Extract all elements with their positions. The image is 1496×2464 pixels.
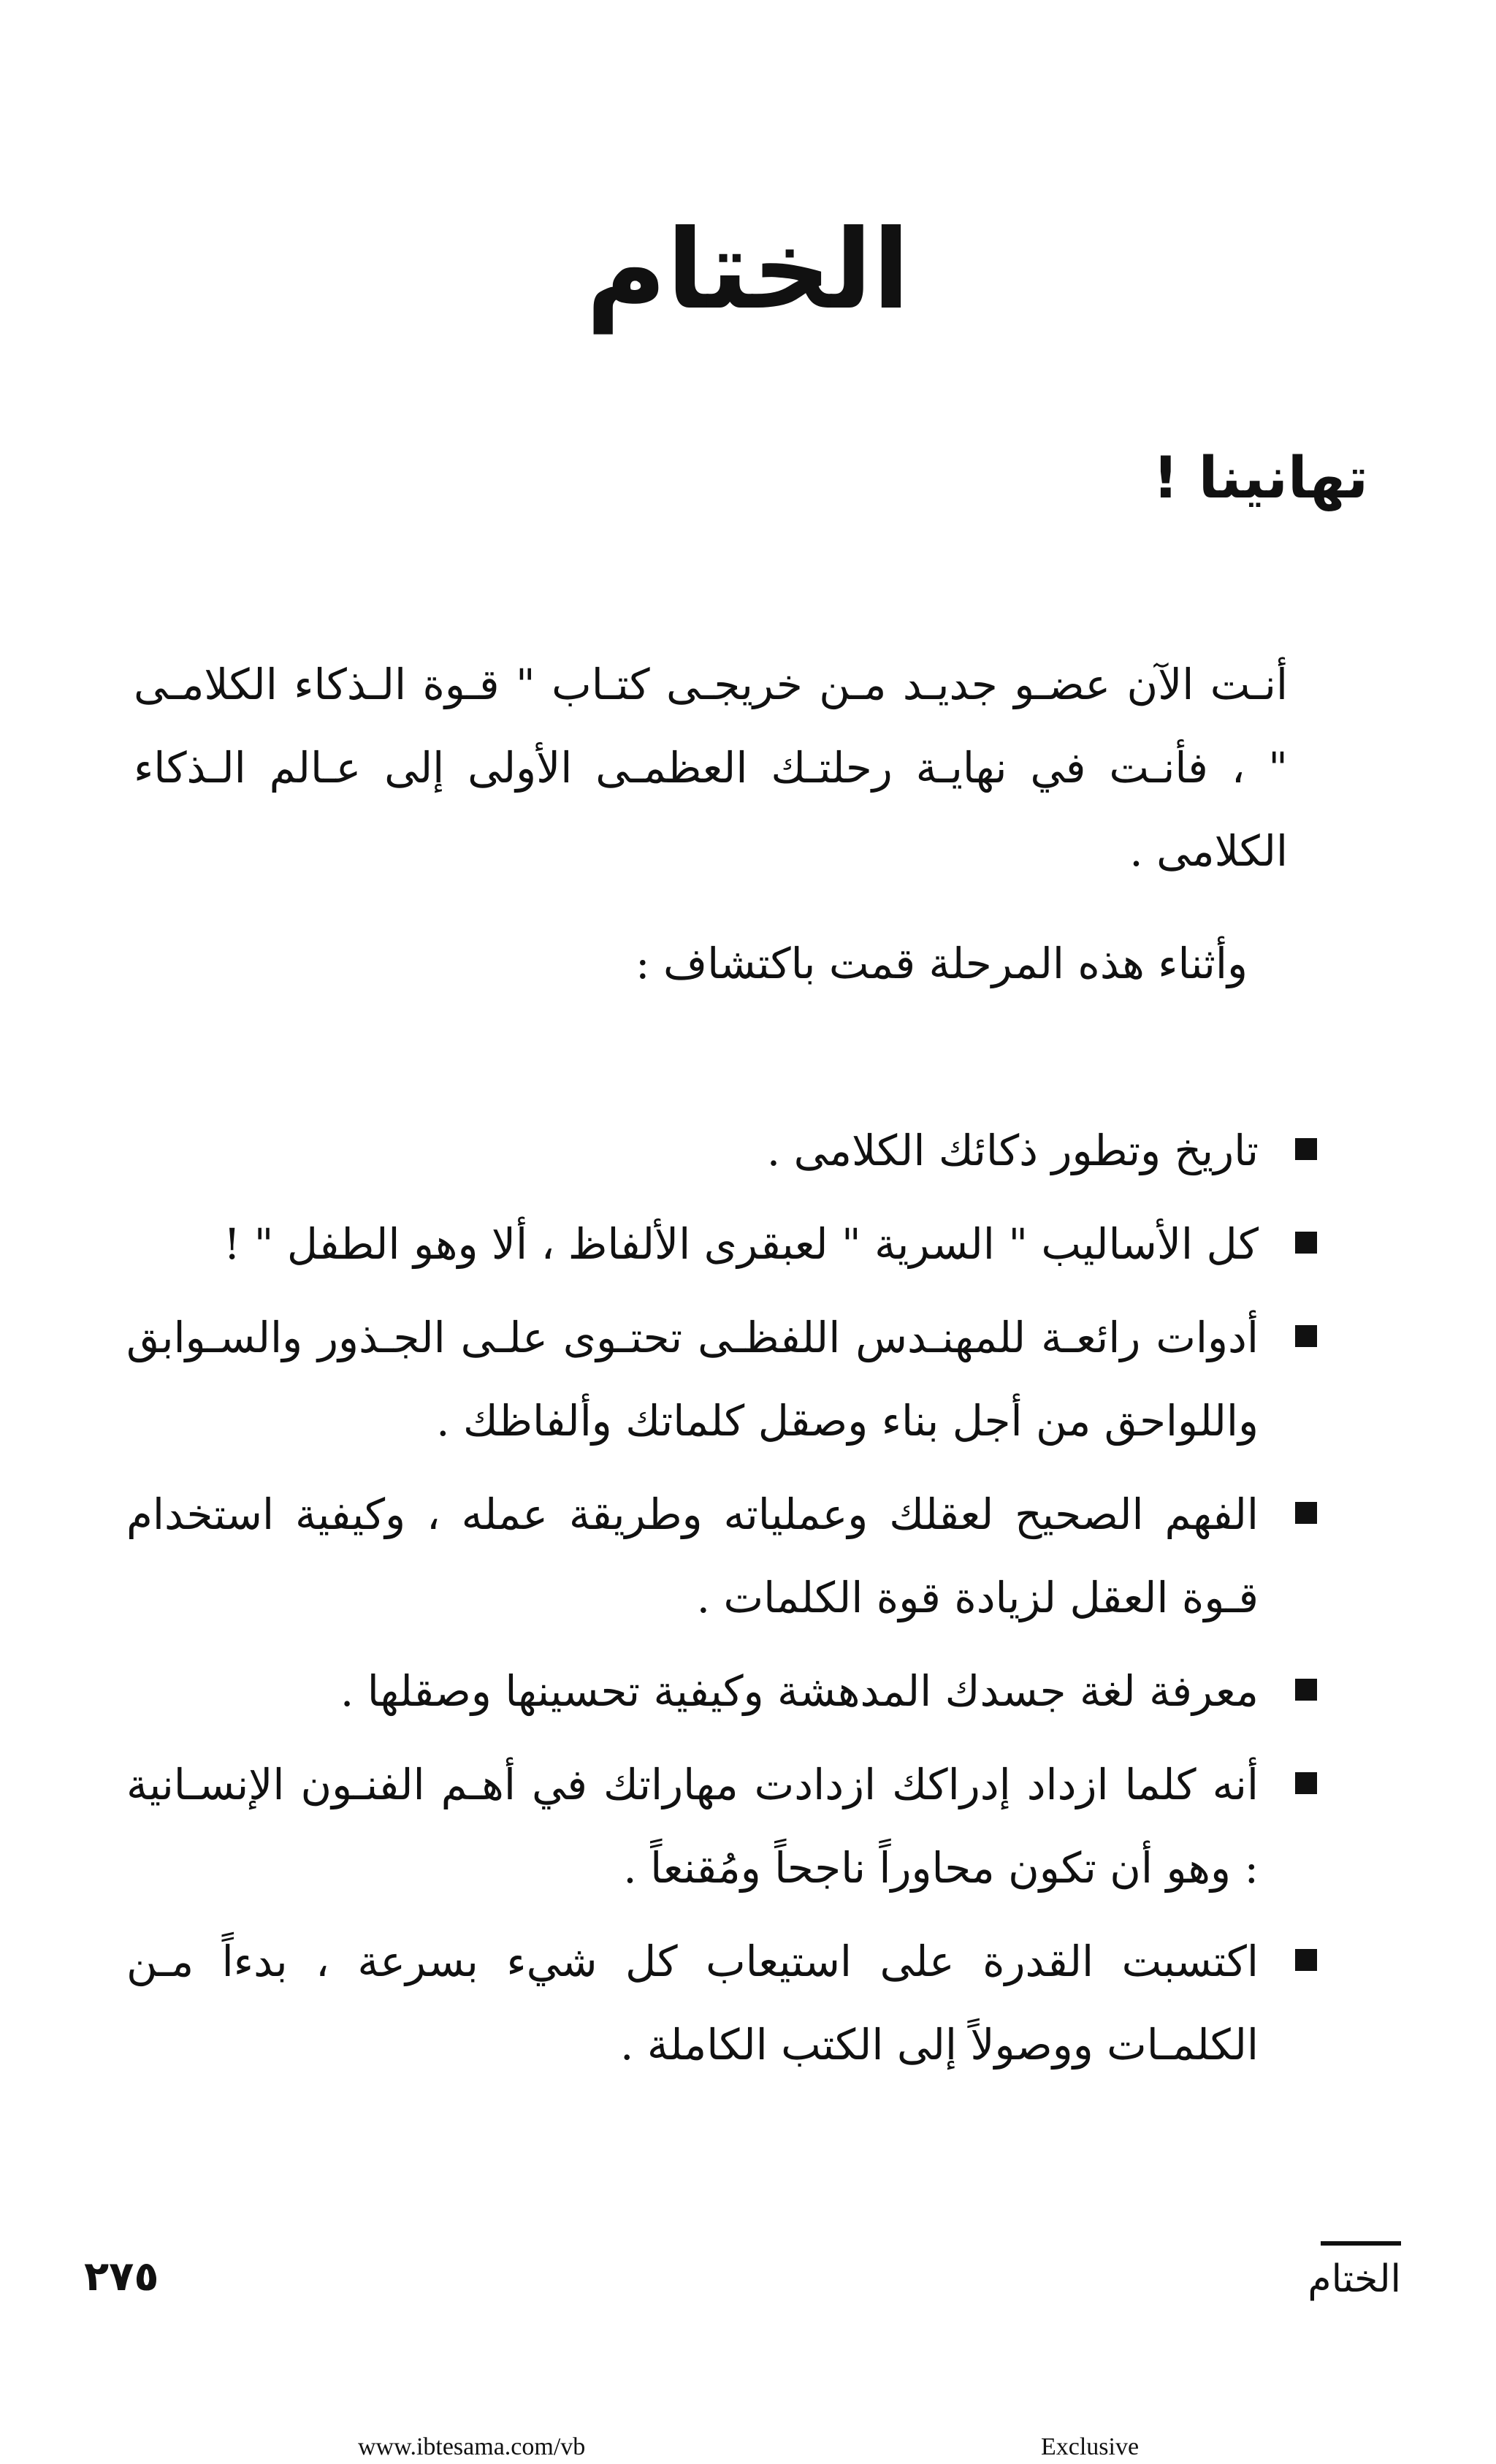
square-bullet-icon <box>1295 1679 1317 1701</box>
page-number: ٢٧٥ <box>84 2253 159 2300</box>
square-bullet-icon <box>1295 1325 1317 1347</box>
chapter-title: الختام <box>586 207 910 334</box>
list-item <box>126 1473 1317 1639</box>
list-item-text: أنه كلما ازداد إدراكك ازدادت مهاراتك في أهـم الفنـون الإنسـانية : وهو أن تكون محاوراً ناجحاً ومُقنعاً . <box>126 1760 1259 1893</box>
list-item-text: أدوات رائعـة للمهنـدس اللفظـى تحتـوى علـى الجـذور والسـوابق واللواحق من أجل بناء وصقل كلماتك وألفاظك . <box>126 1313 1259 1446</box>
list-item-text: الفهم الصحيح لعقلك وعملياته وطريقة عمله ، وكيفية استخدام قـوة العقل لزيادة قوة الكلمات . <box>126 1490 1259 1622</box>
list-item <box>126 1109 1317 1192</box>
footer-divider <box>1321 2241 1401 2246</box>
discoveries-list <box>126 1109 1317 2097</box>
square-bullet-icon <box>1295 1772 1317 1794</box>
running-footer-chapter: الختام <box>1308 2257 1401 2301</box>
watermark-url: www.ibtesama.com/vb <box>358 2433 586 2460</box>
list-item <box>126 1649 1317 1733</box>
list-item <box>126 1920 1317 2086</box>
watermark-label: Exclusive <box>1041 2433 1140 2460</box>
list-item-text: كل الأساليب " السرية " لعبقرى الألفاظ ، ألا وهو الطفل " ! <box>224 1219 1259 1269</box>
list-item <box>126 1743 1317 1910</box>
list-item-text: معرفة لغة جسدك المدهشة وكيفية تحسينها وصقلها . <box>340 1666 1259 1716</box>
list-item <box>126 1296 1317 1462</box>
square-bullet-icon <box>1295 1502 1317 1524</box>
list-item <box>126 1202 1317 1286</box>
section-heading: تهانينا ! <box>1152 446 1368 511</box>
square-bullet-icon <box>1295 1138 1317 1160</box>
square-bullet-icon <box>1295 1949 1317 1971</box>
intro-paragraph: أنـت الآن عضـو جديـد مـن خريجـى كتـاب " قـوة الـذكاء الكلامـى " ، فأنـت في نهايـة رحلتـك العظمـى الأولى إلى عـالم الـذكاء الكلامى . <box>134 660 1288 876</box>
list-item-text: تاريخ وتطور ذكائك الكلامى . <box>766 1126 1259 1175</box>
square-bullet-icon <box>1295 1232 1317 1254</box>
lead-line: وأثناء هذه المرحلة قمت باكتشاف : <box>636 939 1248 988</box>
list-item-text: اكتسبت القدرة على استيعاب كل شيء بسرعة ، بدءاً مـن الكلمـات ووصولاً إلى الكتب الكاملة . <box>126 1937 1259 2070</box>
